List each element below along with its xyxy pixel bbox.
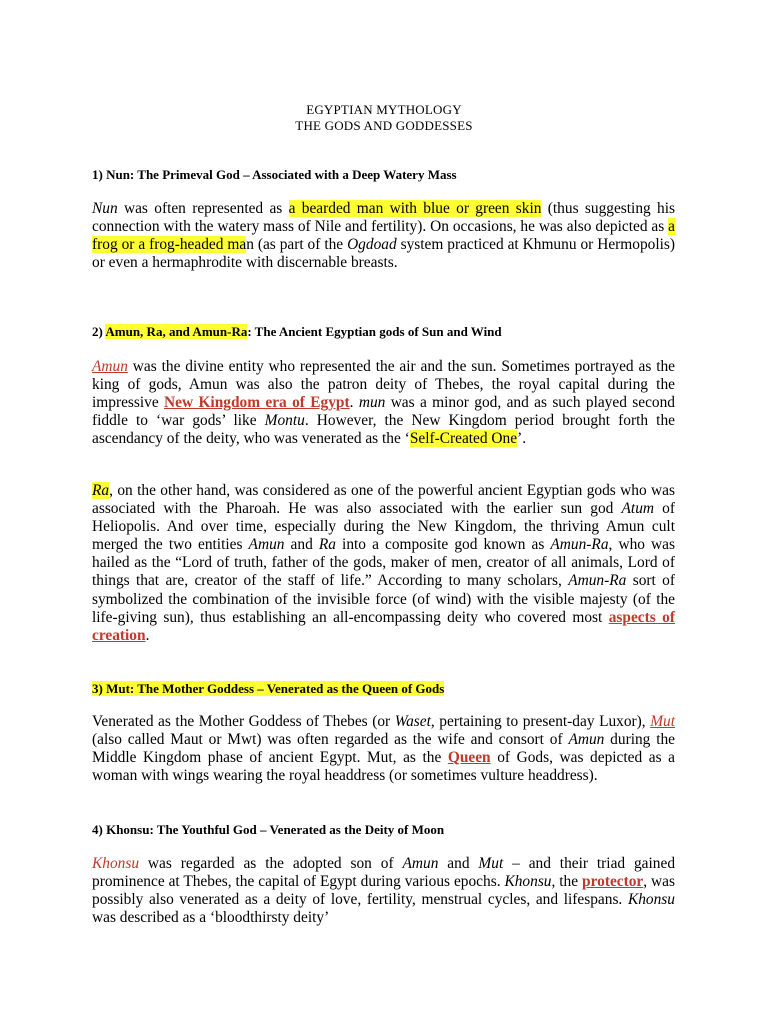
text-run: was the divine entity who represented the air and the sun. Sometimes portrayed as the king of gods, Amun was also the patron deity of Thebes, the royal capital during the impressive	[92, 358, 675, 412]
text-run: .	[349, 394, 359, 412]
highlight-heading-mut: 3) Mut: The Mother Goddess – Venerated as the Queen of Gods	[92, 681, 445, 696]
highlight-frog: a frog or a frog-headed ma	[92, 218, 675, 254]
nun-name: Nun	[92, 200, 118, 217]
highlight-heading-amun: Amun, Ra, and Amun-Ra	[105, 324, 248, 339]
ra-name: Ra	[92, 482, 110, 499]
paragraph-mut	[92, 713, 675, 785]
khonsu-name: Khonsu	[92, 855, 140, 872]
heading-rest: : The Ancient Egyptian gods of Sun and Wind	[247, 324, 502, 339]
text-run: ’.	[517, 430, 527, 448]
ra-term: Ra	[318, 536, 336, 554]
section-heading-amun	[92, 324, 502, 340]
ogdoad-term: Ogdoad	[347, 236, 397, 254]
text-run: n (as part of the	[246, 236, 348, 254]
amun-term: Amun	[248, 536, 285, 554]
khonsu-term: Khonsu	[504, 873, 552, 891]
amun-link[interactable]: Amun	[92, 358, 128, 375]
mut-term: Mut	[478, 855, 504, 872]
text-run: – and their triad gained prominence at Thebes, the capital of Egypt during various epochs.	[92, 855, 676, 891]
aspects-of-creation-link[interactable]: aspects of creation	[92, 608, 675, 644]
khonsu-term: Khonsu	[627, 891, 675, 909]
text-run: was regarded as the adopted son of	[139, 855, 403, 872]
text-run: . However, the New Kingdom period brought forth the ascendancy of the deity, who was venerated as the ‘	[92, 412, 675, 448]
amun-ra-term: Amun-Ra	[568, 572, 627, 590]
text-run: system practiced at Khmunu or Hermopolis) or even a hermaphrodite with discernable breasts.	[92, 236, 675, 272]
text-run: (thus suggesting his connection with the watery mass of Nile and fertility). On occasions, he was also depicted as	[92, 200, 676, 236]
paragraph-khonsu	[92, 855, 675, 927]
paragraph-ra	[92, 482, 675, 645]
text-run: .	[145, 626, 150, 644]
protector-link[interactable]: protector	[582, 873, 644, 891]
montu-term: Montu	[264, 412, 305, 430]
waset-term: Waset	[394, 713, 431, 730]
amun-term: Amun	[402, 855, 439, 872]
highlight-self-created: Self-Created One	[409, 430, 518, 448]
section-heading-nun: 1) Nun: The Primeval God – Associated with a Deep Watery Mass	[92, 167, 457, 182]
section-heading-khonsu: 4) Khonsu: The Youthful God – Venerated as the Deity of Moon	[92, 822, 445, 837]
highlight-bearded-man: a bearded man with blue or green skin	[288, 200, 542, 217]
mut-link[interactable]: Mut	[650, 713, 675, 730]
atum-term: Atum	[621, 500, 655, 518]
amun-term: Amun	[568, 731, 605, 749]
section-heading-mut	[92, 681, 444, 697]
queen-link[interactable]: Queen	[447, 749, 491, 767]
text-run: , on the other hand, was considered as one of the powerful ancient Egyptian gods who was associated with the Pharoah. He was also associated with the earlier sun god	[92, 482, 675, 518]
text-run: was often represented as	[117, 200, 289, 217]
heading-number: 2)	[92, 324, 106, 339]
text-run: was described as a ‘bloodthirsty deity’	[92, 909, 330, 927]
text-run: , the	[551, 873, 583, 891]
paragraph-amun	[92, 358, 675, 448]
text-run: and	[284, 536, 319, 554]
text-run: , who was hailed as the “Lord of truth, father of the gods, maker of men, creator of all animals, Lord of things that are, creator of the staff of life.” According to many scholars,	[92, 536, 675, 590]
document-title-line-1: EGYPTIAN MYTHOLOGY	[306, 102, 462, 117]
text-run: , pertaining to present-day Luxor),	[430, 713, 651, 730]
mun-term: mun	[358, 394, 386, 412]
amun-ra-term: Amun-Ra	[550, 536, 609, 554]
text-run: (also called Maut or Mwt) was often regarded as the wife and consort of	[92, 731, 569, 749]
text-run: of Heliopolis. And over time, especially during the New Kingdom, the thriving Amun cult merged the two entities	[92, 500, 676, 554]
paragraph-nun	[92, 200, 675, 272]
text-run: during the Middle Kingdom phase of ancient Egypt. Mut, as the	[92, 731, 675, 767]
text-run: , was possibly also venerated as a deity of love, fertility, menstrual cycles, and lifespans.	[92, 873, 675, 909]
text-run: sort of symbolized the combination of the invisible force (of wind) with the visible majesty (of the life-giving sun), thus establishing an all-encompassing deity who covered most	[92, 572, 675, 626]
text-run: into a composite god known as	[335, 536, 551, 554]
text-run: was a minor god, and as such played second fiddle to ‘war gods’ like	[92, 394, 675, 430]
text-run: Venerated as the Mother Goddess of Thebes (or	[92, 713, 395, 730]
document-title-line-2: THE GODS AND GODDESSES	[295, 118, 473, 133]
text-run: and	[438, 855, 479, 872]
new-kingdom-link[interactable]: New Kingdom era of Egypt	[164, 394, 350, 412]
text-run: of Gods, was depicted as a woman with wings wearing the royal headdress (or sometimes vulture headdress).	[92, 749, 675, 785]
